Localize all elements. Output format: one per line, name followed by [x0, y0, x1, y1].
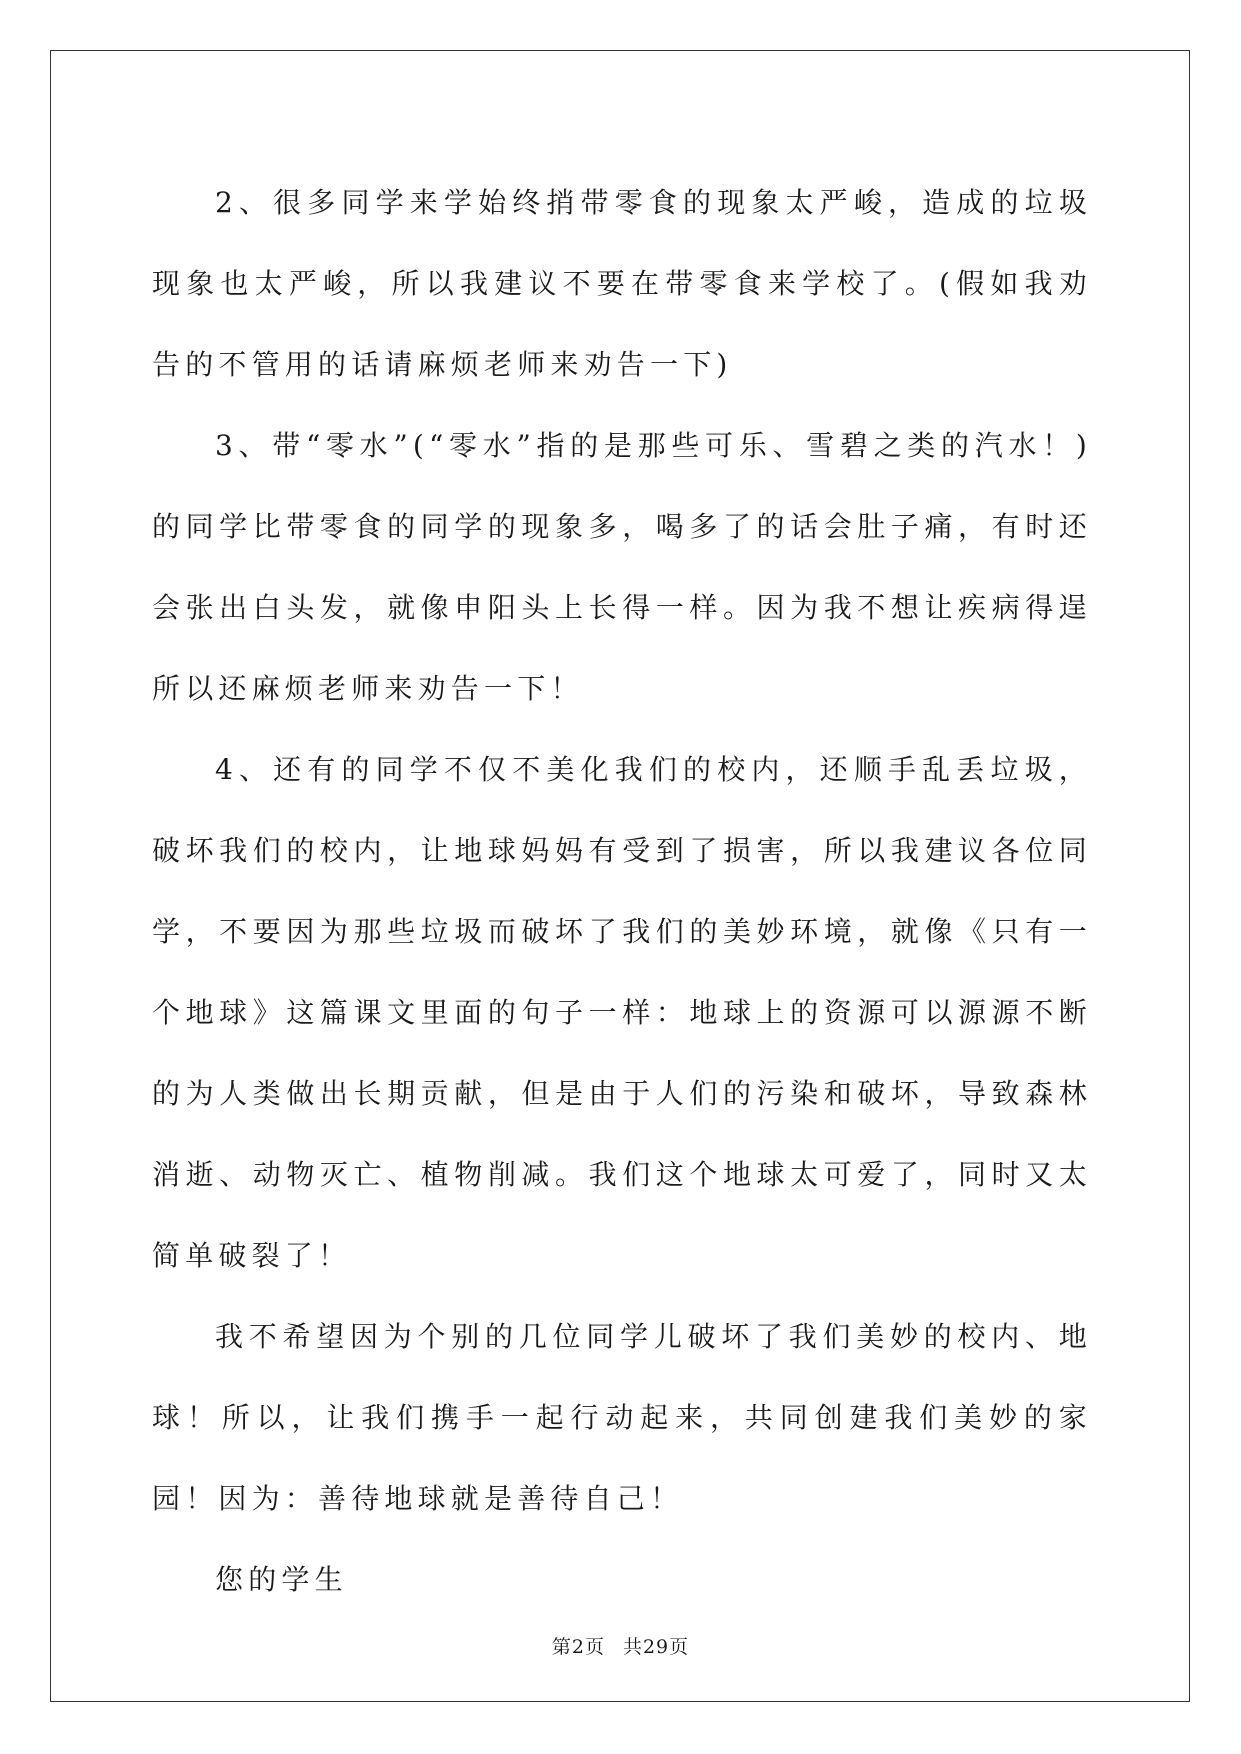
page-number-total: 共29页	[622, 1636, 690, 1658]
paragraph-suggestion-4: 4、还有的同学不仅不美化我们的校内，还顺手乱丢垃圾，破坏我们的校内，让地球妈妈有受到了损害，所以我建议各位同学，不要因为那些垃圾而破坏了我们的美妙环境，就像《只有一个地球》这篇课文里面的句子一样：地球上的资源可以源源不断的为人类做出长期贡献，但是由于人们的污染和破坏，导致森林消逝、动物灭亡、植物削减。我们这个地球太可爱了，同时又太简单破裂了！	[152, 753, 1092, 1272]
paragraph-closing: 我不希望因为个别的几位同学儿破坏了我们美妙的校内、地球！所以，让我们携手一起行动起来，共同创建我们美妙的家园！因为：善待地球就是善待自己！	[152, 1320, 1092, 1515]
paragraph-suggestion-3: 3、带“零水”(“零水”指的是那些可乐、雪碧之类的汽水！)的同学比带零食的同学的现象多，喝多了的话会肚子痛，有时还会张出白头发，就像申阳头上长得一样。因为我不想让疾病得逞所以还麻烦老师来劝告一下！	[152, 429, 1092, 705]
page-number-current: 第2页	[551, 1636, 605, 1658]
page-footer	[0, 1632, 1241, 1659]
paragraph-suggestion-2: 2、很多同学来学始终捎带零食的现象太严峻，造成的垃圾现象也太严峻，所以我建议不要在带零食来学校了。(假如我劝告的不管用的话请麻烦老师来劝告一下)	[152, 186, 1092, 381]
signature: 您的学生	[215, 1563, 348, 1596]
document-body	[152, 162, 1092, 1620]
